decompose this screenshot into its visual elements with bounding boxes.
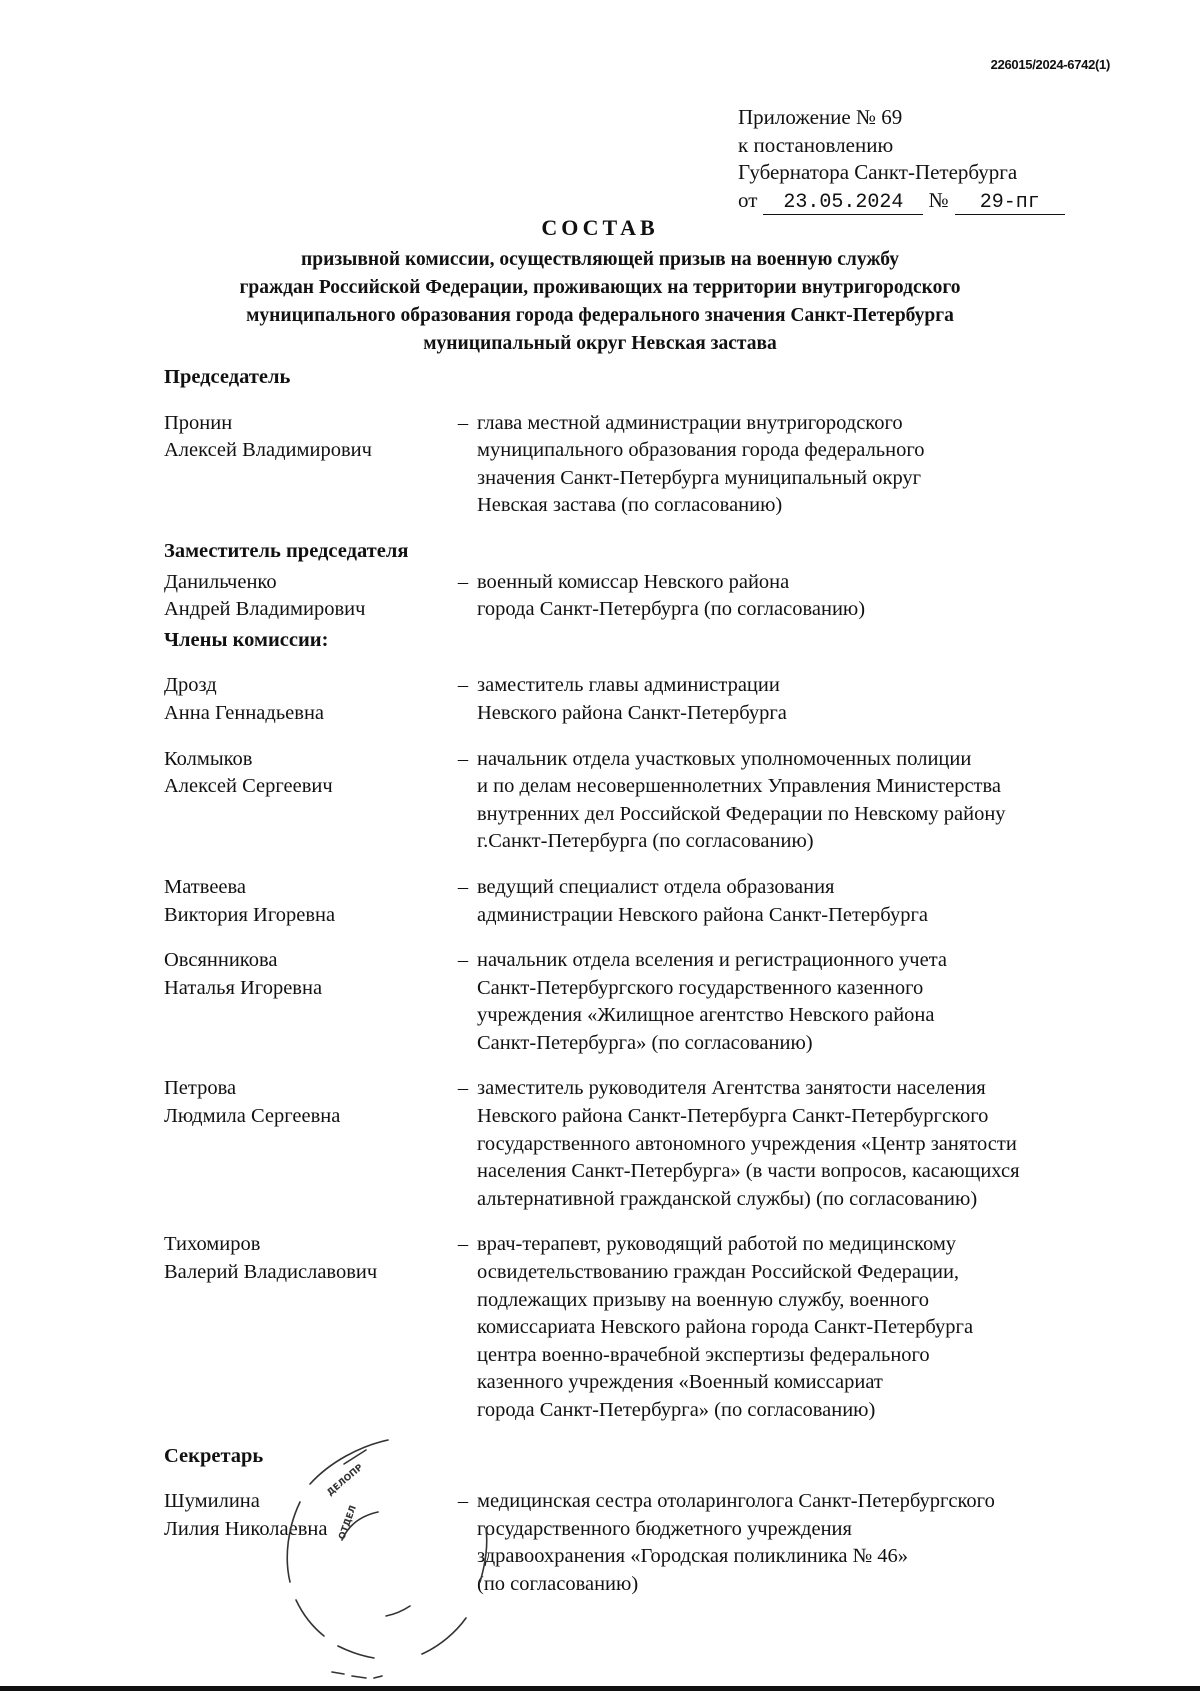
member-name-line: Лилия Николаевна (164, 1517, 328, 1540)
member-role-line: глава местной администрации внутригородского (477, 411, 903, 434)
dash-separator: – (457, 411, 469, 434)
appendix-line-3: Губернатора Санкт-Петербурга (738, 160, 1018, 184)
document-subtitle (150, 246, 1050, 358)
appendix-line-1: Приложение № 69 (738, 105, 903, 129)
member-role-line: заместитель главы администрации (477, 674, 780, 697)
member-name-line: Анна Геннадьевна (164, 701, 325, 724)
member-role-line: г.Санкт-Петербурга (по согласованию) (477, 830, 814, 853)
member-name-line: Петрова (164, 1077, 237, 1100)
member-name-line: Алексей Сергеевич (164, 775, 333, 798)
member-role-line: государственного автономного учреждения «Центр занятости (477, 1132, 1017, 1155)
member-role-line: альтернативной гражданской службы) (по согласованию) (477, 1187, 978, 1210)
member-name (164, 1231, 449, 1424)
member-name-line: Матвеева (164, 875, 247, 898)
member-name-line: Валерий Владиславович (164, 1261, 378, 1284)
dash-separator: – (457, 949, 469, 972)
member-entry (164, 410, 1124, 520)
member-role-line: города Санкт-Петербурга (по согласованию) (477, 598, 866, 621)
member-role-line: учреждения «Жилищное агентство Невского района (477, 1004, 935, 1027)
member-role-line: ведущий специалист отдела образования (477, 875, 835, 898)
member-name-line: Шумилина (164, 1490, 260, 1513)
member-role-line: казенного учреждения «Военный комиссариат (477, 1371, 883, 1394)
member-name-line: Пронин (164, 411, 233, 434)
seal-stamp (270, 1432, 530, 1682)
page-bottom-rule (0, 1686, 1200, 1691)
member-role-line: начальник отдела вселения и регистрационного учета (477, 949, 948, 972)
member-role-line: центра военно-врачебной экспертизы федерального (477, 1343, 930, 1366)
dash-separator: – (457, 747, 469, 770)
dash-separator: – (457, 570, 469, 593)
section-heading: Секретарь (164, 1444, 264, 1467)
member-entry (164, 672, 1124, 727)
dash-separator: – (457, 1490, 469, 1513)
member-name-line: Дрозд (164, 674, 217, 697)
member-role (477, 1488, 1124, 1598)
member-role-line: Санкт-Петербургского государственного казенного (477, 976, 924, 999)
document-title: СОСТАВ (541, 215, 659, 240)
member-role (477, 1231, 1124, 1424)
appendix-block (738, 104, 1158, 215)
member-entry (164, 746, 1124, 856)
member-entry (164, 569, 1124, 624)
member-name (164, 410, 449, 520)
member-role (477, 569, 1124, 624)
member-name (164, 947, 449, 1057)
svg-text:ОТДЕЛ: ОТДЕЛ (337, 1504, 359, 1542)
member-role-line: населения Санкт-Петербурга» (в части вопросов, касающихся (477, 1160, 1020, 1183)
dash-separator: – (457, 875, 469, 898)
member-name-line: Наталья Игоревна (164, 976, 323, 999)
member-name-line: Овсянникова (164, 949, 278, 972)
member-role-line: освидетельствованию граждан Российской Федерации, (477, 1261, 960, 1284)
member-role-line: и по делам несовершеннолетних Управления Министерства (477, 775, 1002, 798)
member-role-line: Невского района Санкт-Петербурга Санкт-Петербургского (477, 1105, 989, 1128)
member-name-line: Тихомиров (164, 1233, 261, 1256)
member-name-line: Людмила Сергеевна (164, 1105, 341, 1128)
member-name-line: Виктория Игоревна (164, 903, 336, 926)
member-role-line: военный комиссар Невского района (477, 570, 790, 593)
member-role-line: государственного бюджетного учреждения (477, 1517, 852, 1540)
member-role-line: города Санкт-Петербурга» (по согласованию) (477, 1399, 876, 1421)
appendix-date-line (738, 187, 1158, 215)
member-entry (164, 1231, 1124, 1424)
member-role-line: (по согласованию) (477, 1572, 639, 1595)
member-role-line: Невская застава (по согласованию) (477, 494, 783, 517)
member-name (164, 569, 449, 624)
section-heading: Члены комиссии: (164, 628, 329, 651)
member-role-line: комиссариата Невского района города Санкт-Петербурга (477, 1316, 974, 1339)
dash-separator: – (457, 1077, 469, 1100)
number-prefix: № (928, 187, 949, 212)
document-number: 226015/2024-6742(1) (990, 57, 1110, 72)
member-role (477, 410, 1124, 520)
resolution-number: 29-пг (955, 192, 1065, 215)
commission-composition (164, 364, 1124, 1617)
svg-text:ДЕЛОПР: ДЕЛОПР (325, 1462, 366, 1499)
subtitle-line: муниципального образования города федерального значения Санкт-Петербурга (246, 305, 954, 326)
member-name (164, 746, 449, 856)
member-role (477, 672, 1124, 727)
subtitle-line: призывной комиссии, осуществляющей призыв на военную службу (301, 249, 899, 270)
resolution-date: 23.05.2024 (763, 192, 923, 215)
member-role (477, 874, 1124, 929)
member-name (164, 874, 449, 929)
member-name-line: Данильченко (164, 570, 277, 593)
member-role-line: Невского района Санкт-Петербурга (477, 701, 787, 724)
member-role-line: подлежащих призыву на военную службу, военного (477, 1288, 929, 1311)
member-entry (164, 947, 1124, 1057)
member-role-line: внутренних дел Российской Федерации по Невскому району (477, 802, 1006, 825)
date-prefix: от (738, 187, 758, 212)
member-role (477, 947, 1124, 1057)
member-role-line: муниципального образования города федерального (477, 439, 925, 462)
member-name (164, 672, 449, 727)
appendix-line-2: к постановлению (738, 132, 894, 157)
member-name-line: Алексей Владимирович (164, 439, 372, 462)
subtitle-line: граждан Российской Федерации, проживающих на территории внутригородского (239, 277, 961, 298)
section-heading: Заместитель председателя (164, 539, 409, 562)
dash-separator: – (457, 1233, 469, 1256)
member-role-line: значения Санкт-Петербурга муниципальный округ (477, 466, 922, 489)
member-role (477, 1075, 1124, 1213)
member-entry (164, 1075, 1124, 1213)
member-role-line: администрации Невского района Санкт-Петербурга (477, 903, 928, 926)
member-role-line: медицинская сестра отоларинголога Санкт-Петербургского (477, 1490, 995, 1513)
member-name-line: Андрей Владимирович (164, 598, 366, 621)
member-role-line: здравоохранения «Городская поликлиника № 46» (477, 1545, 909, 1568)
subtitle-line: муниципальный округ Невская застава (423, 333, 777, 354)
member-role-line: начальник отдела участковых уполномоченных полиции (477, 747, 972, 770)
member-role-line: врач-терапевт, руководящий работой по медицинскому (477, 1233, 957, 1256)
member-entry (164, 874, 1124, 929)
member-role (477, 746, 1124, 856)
member-role-line: заместитель руководителя Агентства занятости населения (477, 1077, 986, 1100)
dash-separator: – (457, 674, 469, 697)
member-name-line: Колмыков (164, 747, 253, 770)
member-role-line: Санкт-Петербурга» (по согласованию) (477, 1031, 813, 1054)
member-name (164, 1075, 449, 1213)
section-heading: Председатель (164, 366, 291, 388)
